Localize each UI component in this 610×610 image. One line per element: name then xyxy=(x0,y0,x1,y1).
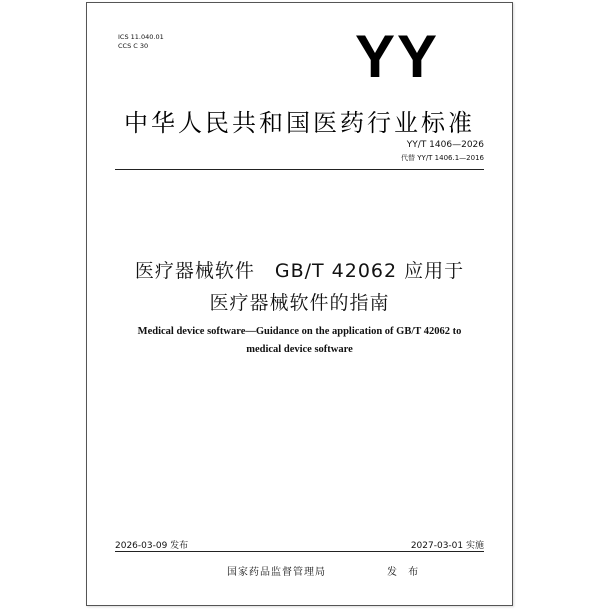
standard-number: YY/T 1406—2026 xyxy=(406,140,484,150)
replaces-standard: 代替 YY/T 1406.1—2016 xyxy=(401,154,484,162)
issue-date: 2026-03-09 发布 xyxy=(115,541,189,551)
yy-logo: YY xyxy=(355,23,440,90)
issuing-standard-type: 中华人民共和国医药行业标准 xyxy=(124,109,475,137)
title-en-line1: Medical device software—Guidance on the application of GB/T 42062 to xyxy=(137,326,462,337)
publisher: 国家药品监督管理局 xyxy=(227,567,326,578)
classification-codes xyxy=(118,33,164,51)
standard-cover-page xyxy=(86,2,513,606)
implementation-date: 2027-03-01 实施 xyxy=(410,541,484,551)
header-divider xyxy=(115,169,484,170)
title-zh-line1: 医疗器械软件 GB/T 42062 应用于 xyxy=(134,260,465,282)
title-en-line2: medical device software xyxy=(246,344,353,355)
footer-divider xyxy=(115,551,484,552)
publish-label: 发 布 xyxy=(387,567,423,578)
ccs-code: CCS C 30 xyxy=(118,42,149,50)
ics-code: ICS 11.040.01 xyxy=(118,33,164,41)
title-zh-line2: 医疗器械软件的指南 xyxy=(209,292,390,314)
